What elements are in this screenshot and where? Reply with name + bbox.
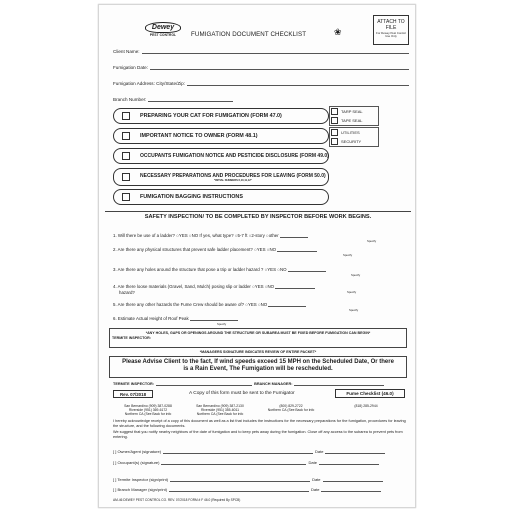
materials-specify[interactable] bbox=[275, 284, 315, 289]
form-id-box: Fume Checklist (46.0) bbox=[335, 389, 405, 398]
occupant-date-field[interactable] bbox=[319, 461, 379, 465]
checklist-item-form-49[interactable]: OCCUPANTS FUMIGATION NOTICE AND PESTICIDE DISCLOSURE (FORM 49.0) bbox=[113, 148, 329, 164]
checkbox[interactable] bbox=[122, 173, 130, 181]
checklist-item-bagging[interactable]: FUMIGATION BAGGING INSTRUCTIONS bbox=[113, 189, 329, 205]
no-radio[interactable]: ○ bbox=[264, 284, 268, 289]
no-radio[interactable]: ○ bbox=[266, 247, 270, 252]
question-loose-materials-cont: hazard? bbox=[119, 290, 135, 295]
checkbox[interactable] bbox=[122, 193, 130, 201]
branch-manager-field[interactable] bbox=[294, 382, 384, 386]
checklist-item-form-48[interactable]: IMPORTANT NOTICE TO OWNER (FORM 48.1) bbox=[113, 128, 329, 144]
fumigation-date-field[interactable]: Fumigation Date: bbox=[113, 65, 409, 70]
yes-radio[interactable]: ○ bbox=[176, 233, 179, 238]
office-contact: (800) 829-2722 Northern CA (See Back for info bbox=[267, 404, 315, 412]
branch-number-field[interactable]: Branch Number: bbox=[113, 97, 233, 102]
question-other-hazards: 5. Are there any other hazards the Fume Crew should be aware of? ○YES ○NO bbox=[113, 302, 409, 307]
form-footer: AM-46 DEWEY PEST CONTROL CO. REV. 07/2018 FORM # F 46.0 (Required By SPCB) bbox=[113, 498, 241, 502]
termite-icon: ❀ bbox=[334, 27, 342, 37]
occupant-signature-field[interactable] bbox=[161, 461, 306, 465]
yes-radio[interactable]: ○ bbox=[264, 267, 268, 272]
client-name-field[interactable]: Client Name: bbox=[113, 49, 409, 54]
roof-height-field[interactable] bbox=[190, 316, 238, 321]
manager-signature-row: [ ] Branch Manager (sign/print) Date bbox=[113, 487, 409, 492]
radio-other[interactable]: ○ bbox=[266, 233, 269, 238]
termite-inspector-field[interactable] bbox=[156, 382, 252, 386]
yes-radio[interactable]: ○ bbox=[252, 284, 255, 289]
no-radio[interactable]: ○ bbox=[188, 233, 192, 238]
safety-heading: SAFETY INSPECTION/ TO BE COMPLETED BY INSPECTOR BEFORE WORK BEGINS. bbox=[144, 214, 372, 220]
question-holes: 3. Are there any holes around the structure that pose a trip or ladder hazard ? ○YES ○NO bbox=[113, 267, 409, 272]
fumigation-address-field[interactable]: Fumigation Address: City/State/Zip: bbox=[113, 81, 409, 86]
hazards-specify[interactable] bbox=[268, 302, 306, 307]
office-contact: San Bernardino (909) 387-2130 Riverside (951) 355-6011 Northern CA (See Back for info bbox=[196, 404, 244, 416]
checklist-item-form-47[interactable]: PREPARING YOUR CAT FOR FUMIGATION (FORM 47.0) bbox=[113, 108, 329, 124]
divider bbox=[105, 211, 411, 212]
inspector-signature-field[interactable] bbox=[170, 478, 310, 482]
question-loose-materials: 4. Are there loose materials (Gravel, Sand, Mulch) posing slip or ladder ○YES ○NO bbox=[113, 284, 409, 289]
checkbox[interactable] bbox=[122, 152, 130, 160]
warning-box: *ANY HOLES, GAPS OR OPENINGS AROUND THE STRUCTURE OR SUBAREA MUST BE FIXED BEFORE FUMIGATION CAN BEGIN* TERMITE INSPECTOR: bbox=[109, 328, 407, 348]
question-ladder: 1. Will there be use of a ladder? ○YES ○NO If yes, what type? ○5-7 ft ○2-story ○other bbox=[113, 233, 409, 238]
no-radio[interactable]: ○ bbox=[257, 302, 261, 307]
neighbor-note: We suggest that you notify nearby neighbors of the date of fumigation and to keep pets away during the fumigation. Close off any access to the subarea to prevent pets from entering. bbox=[113, 430, 403, 439]
checkbox[interactable] bbox=[122, 132, 130, 140]
checklist-form: Dewey PEST CONTROL FUMIGATION DOCUMENT CHECKLIST ❀ ATTACH TO FILE For Dewey Pest Control Use Only Client Name: Fumigation Date: Fumigation Address: City/State/Zip: Branch Number: PREPARING YOUR CAT FOR FUMIGATION (FORM 47.0) IMPORTANT NOTICE TO OWNER (FORM 48.1) OCCUPANTS FUMIGATION NOTICE AND PESTICIDE DISCLOSURE (FORM 49.0) NECESSARY PREPARATIONS AND PROCEDURES FOR LEAVING (FORM 50.0) *INITIAL NUMBERS 6,10,11,12* FUMIGATION BAGGING INSTRUCTIONS TARP SEAL TAPE SEAL UTILITIES SECURITY SAFETY INSPECTION/ TO BE COMPLETED BY INSPECTOR BEFORE WORK BEGINS. 1. Will there be use of a ladder? ○YES ○NO If yes, what type? ○5-7 ft ○2-story ○other Specify 2. Are there any physical structures that prevent safe ladder placement? ○YES ○NO Specify 3. Are there any holes around the structure that pose a trip or ladder hazard ? ○YES ○NO Specify 4. Are there loose materials (Gravel, Sand, Mulch) posing slip or ladder ○YES ○NO hazard? Specify 5. Are there any other hazards the Fume Crew should be aware of? ○YES ○NO Specify 6. Estimate Actual Height of Roof Peak Specify *ANY HOLES, GAPS OR OPENINGS AROUND THE STRUCTURE OR SUBAREA MUST BE FIXED BEFORE FUMIGATION CAN BEGIN* TERMITE INSPECTOR: *MANAGERS SIGNATURE INDICATES REVIEW OF ENTIRE PACKET* Please Advise Client to the fact, If wind speeds exceed 15 MPH on the Scheduled Date, Or there is a Rain Event, The Fumigation will be rescheduled. TERMITE INSPECTOR: BRANCH MANAGER: Rev. 07/2018 A Copy of this form must be sent to the Fumigator Fume Checklist (46.0) San Bernardino (909) 387-0288 Riverside (951) 369-6172 Northern CA (See Back for info San Bernardino (909) 387-2130 Riverside (951) 355-6011 Northern CA (See Back for info (800) 829-2722 Northern CA (See Back for info (818) 285-2944 I hereby acknowledge receipt of a copy of this document as well as a list that includes the instructions for the necessary preparations for the fumigation, procedures for leaving the structure, and the following documents. We suggest that you notify nearby neighbors of the date of fumigation and to keep pets away during the fumigation. Close off any access to the subarea to prevent pets from entering. [ ] Owner/Agent (signature) Date [ ] Occupant(s) (signature) Date [ ] Termite Inspector (sign/print) Date [ ] Branch Manager (sign/print) Date AM-46 DEWEY PEST CONTROL CO. REV. 07/2018 FORM # F 46.0 (Required By SPCB) bbox=[98, 4, 416, 508]
manager-signature-field[interactable] bbox=[169, 488, 309, 492]
copy-note: A Copy of this form must be sent to the Fumigator bbox=[189, 391, 295, 396]
tape-seal-check[interactable]: TAPE SEAL bbox=[331, 117, 363, 124]
utilities-check[interactable]: UTILITIES bbox=[331, 129, 360, 136]
managers-note: *MANAGERS SIGNATURE INDICATES REVIEW OF ENTIRE PACKET* bbox=[199, 350, 317, 354]
radio-2-story[interactable]: ○ bbox=[248, 233, 252, 238]
checklist-item-form-50[interactable]: NECESSARY PREPARATIONS AND PROCEDURES FOR LEAVING (FORM 50.0) *INITIAL NUMBERS 6,10,11,12* bbox=[113, 168, 329, 186]
tarp-seal-check[interactable]: TARP SEAL bbox=[331, 108, 363, 115]
inspector-manager-row: TERMITE INSPECTOR: BRANCH MANAGER: bbox=[113, 382, 409, 386]
manager-date-field[interactable] bbox=[321, 488, 381, 492]
security-check[interactable]: SECURITY bbox=[331, 138, 361, 145]
structures-specify[interactable] bbox=[277, 247, 317, 252]
inspector-date-field[interactable] bbox=[323, 478, 383, 482]
attach-to-file-box: ATTACH TO FILE For Dewey Pest Control Use Only bbox=[373, 15, 409, 45]
occupant-signature-row: [ ] Occupant(s) (signature) Date bbox=[113, 460, 409, 465]
holes-specify[interactable] bbox=[288, 267, 326, 272]
yes-radio[interactable]: ○ bbox=[245, 302, 248, 307]
no-radio[interactable]: ○ bbox=[277, 267, 280, 272]
revision-box: Rev. 07/2018 bbox=[113, 390, 153, 398]
office-contact: San Bernardino (909) 387-0288 Riverside (951) 369-6172 Northern CA (See Back for info bbox=[124, 404, 172, 416]
inspector-signature-row: [ ] Termite Inspector (sign/print) Date bbox=[113, 477, 409, 482]
company-logo: Dewey PEST CONTROL bbox=[145, 22, 181, 38]
checkbox[interactable] bbox=[331, 138, 338, 145]
ladder-type-specify[interactable] bbox=[280, 233, 308, 238]
yes-radio[interactable]: ○ bbox=[254, 247, 257, 252]
checkbox[interactable] bbox=[331, 117, 338, 124]
checkbox[interactable] bbox=[331, 129, 338, 136]
question-physical-structures: 2. Are there any physical structures that prevent safe ladder placement? ○YES ○NO bbox=[113, 247, 409, 252]
wind-advisory-box: Please Advise Client to the fact, If wind speeds exceed 15 MPH on the Scheduled Date, Or there is a Rain Event, The Fumigation will be rescheduled. bbox=[109, 356, 407, 378]
question-roof-height: 6. Estimate Actual Height of Roof Peak bbox=[113, 316, 409, 321]
form-title: FUMIGATION DOCUMENT CHECKLIST bbox=[191, 31, 307, 38]
checkbox[interactable] bbox=[122, 112, 130, 120]
owner-signature-row: [ ] Owner/Agent (signature) Date bbox=[113, 449, 409, 454]
checkbox[interactable] bbox=[331, 108, 338, 115]
radio-5-7[interactable]: ○ bbox=[234, 233, 238, 238]
termite-inspector-label: TERMITE INSPECTOR: bbox=[112, 336, 151, 340]
owner-signature-field[interactable] bbox=[163, 450, 313, 454]
acknowledgement-text: I hereby acknowledge receipt of a copy of this document as well as a list that includes the instructions for the necessary preparations for the fumigation, procedures for leaving the structure, and the following documents. bbox=[113, 419, 406, 428]
office-contact: (818) 285-2944 bbox=[354, 404, 378, 408]
owner-date-field[interactable] bbox=[325, 450, 385, 454]
